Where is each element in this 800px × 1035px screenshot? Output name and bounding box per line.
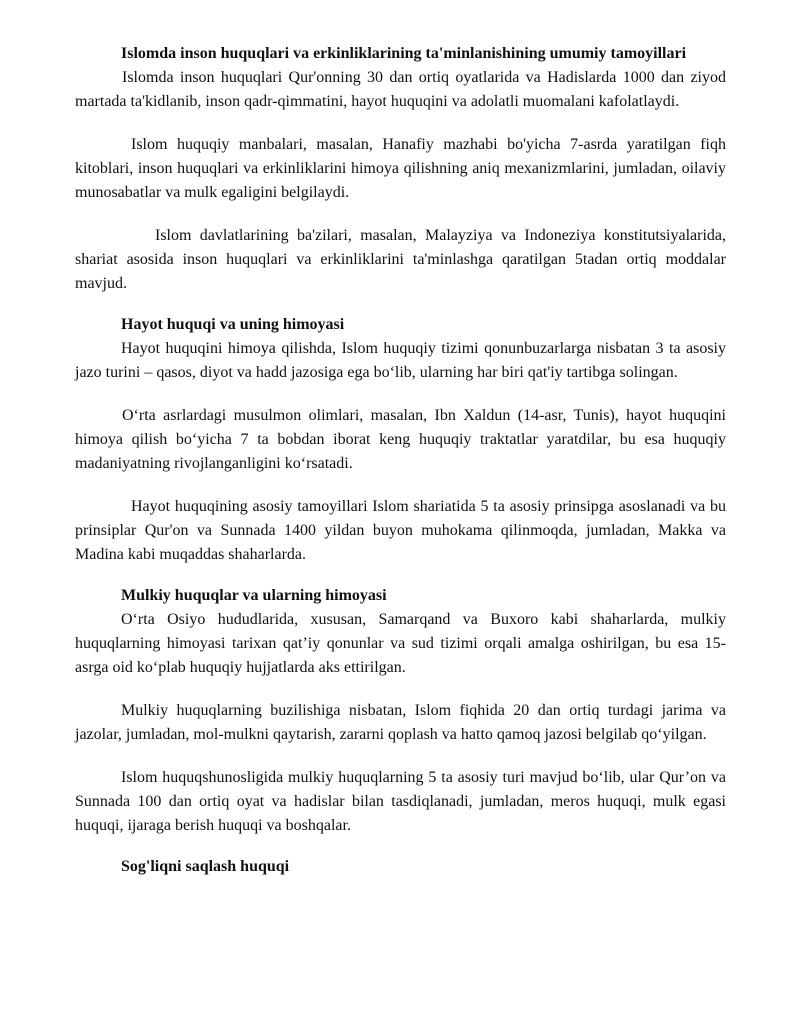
paragraph: Islomda inson huquqlari Qur'onning 30 dan ortiq oyatlarida va Hadislarda 1000 dan ziyod martada ta'kidlanib, inson qadr-qimmatini, hayot huquqini va adolatli muomalani kafolatlaydi. <box>75 69 726 110</box>
section-general-principles <box>75 44 726 296</box>
section-heading: Sog'liqni saqlash huquqi <box>121 858 290 875</box>
section-right-to-life <box>75 315 726 567</box>
paragraph: O‘rta Osiyo hududlarida, xususan, Samarqand va Buxoro kabi shaharlarda, mulkiy huquqlarning himoyasi tarixan qat’iy qonunlar va sud tizimi orqali amalga oshirilgan, bu esa 15-asrga oid ko‘plab huquqiy hujjatlarda aks ettirilgan. <box>75 611 726 676</box>
paragraph: O‘rta asrlardagi musulmon olimlari, masalan, Ibn Xaldun (14-asr, Tunis), hayot huquqini himoya qilish bo‘yicha 7 ta bobdan iborat keng huquqiy traktatlar yaratdilar, bu esa huquqiy madaniyatning rivojlanganligini ko‘rsatadi. <box>75 407 726 472</box>
section-heading: Islomda inson huquqlari va erkinliklarining ta'minlanishining umumiy tamoyillari <box>121 45 687 62</box>
document-page <box>75 44 726 877</box>
paragraph: Mulkiy huquqlarning buzilishiga nisbatan, Islom fiqhida 20 dan ortiq turdagi jarima va jazolar, jumladan, mol-mulkni qaytarish, zararni qoplash va hatto qamoq jazosi belgilab qo‘yilgan. <box>75 702 726 743</box>
paragraph: Hayot huquqini himoya qilishda, Islom huquqiy tizimi qonunbuzarlarga nisbatan 3 ta asosiy jazo turini – qasos, diyot va hadd jazosiga ega bo‘lib, ularning har biri qat'iy tartibga solingan. <box>75 340 726 381</box>
paragraph: Hayot huquqining asosiy tamoyillari Islom shariatida 5 ta asosiy prinsipga asoslanadi va bu prinsiplar Qur'on va Sunnada 1400 yildan buyon muhokama qilinmoqda, jumladan, Makka va Madina kabi muqaddas shaharlarda. <box>75 498 726 563</box>
section-heading: Mulkiy huquqlar va ularning himoyasi <box>121 587 387 604</box>
paragraph: Islom huquqshunosligida mulkiy huquqlarning 5 ta asosiy turi mavjud bo‘lib, ular Qur’on va Sunnada 100 dan ortiq oyat va hadislar bilan tasdiqlanadi, jumladan, meros huquqi, mulk egasi huquqi, ijaraga berish huquqi va boshqalar. <box>75 769 726 834</box>
section-health-rights <box>75 857 726 877</box>
section-heading: Hayot huquqi va uning himoyasi <box>121 316 345 333</box>
paragraph: Islom davlatlarining ba'zilari, masalan, Malayziya va Indoneziya konstitutsiyalarida, shariat asosida inson huquqlari va erkinliklarini ta'minlashga qaratilgan 5tadan ortiq moddalar mavjud. <box>75 227 726 292</box>
paragraph: Islom huquqiy manbalari, masalan, Hanafiy mazhabi bo'yicha 7-asrda yaratilgan fiqh kitoblari, inson huquqlari va erkinliklarini himoya qilishning aniq mexanizmlarini, jumladan, oilaviy munosabatlar va mulk egaligini belgilaydi. <box>75 136 726 201</box>
section-property-rights <box>75 586 726 838</box>
